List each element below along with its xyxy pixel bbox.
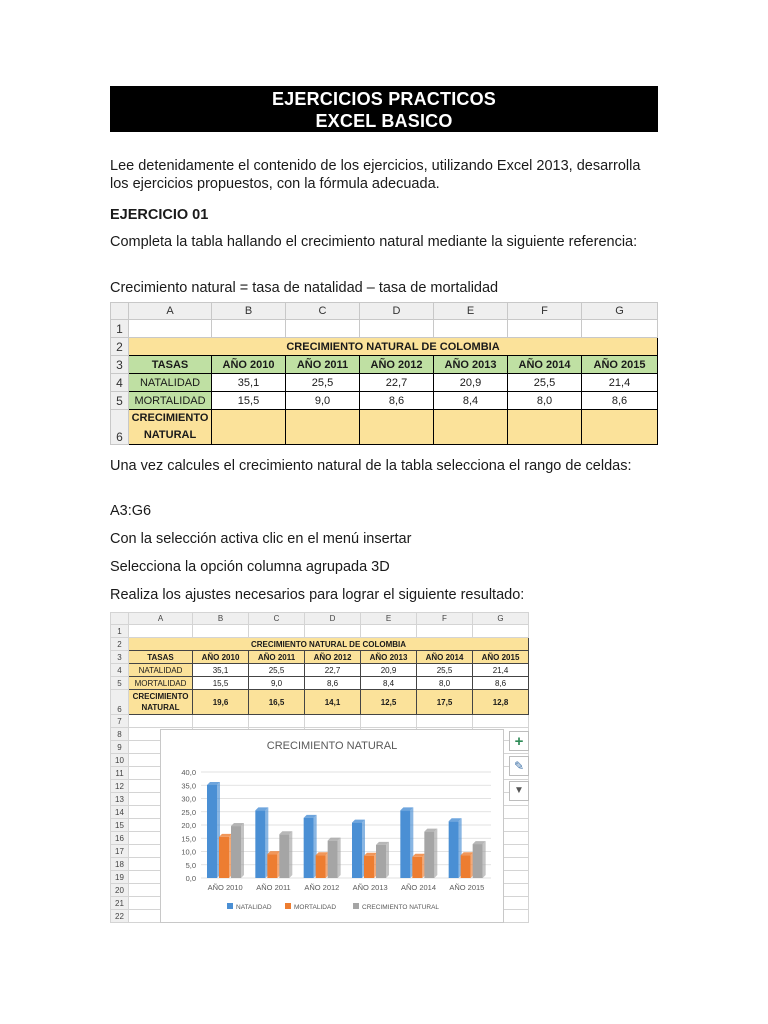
y-tick-label: 20,0 (181, 821, 196, 830)
y-tick-label: 40,0 (181, 768, 196, 777)
cell (417, 715, 473, 728)
natalidad-label: NATALIDAD (129, 374, 212, 392)
chart-bar (412, 857, 422, 878)
table-row (111, 715, 529, 728)
row-header: 19 (111, 871, 129, 884)
result-cell: 12,8 (473, 690, 529, 715)
value-cell: 20,9 (361, 664, 417, 677)
x-tick-label: AÑO 2013 (352, 883, 388, 892)
filter-icon: ▼ (514, 785, 524, 796)
table-row (111, 638, 529, 651)
value-cell: 22,7 (305, 664, 361, 677)
value-cell: 35,1 (193, 664, 249, 677)
y-tick-label: 25,0 (181, 807, 196, 817)
cell (473, 625, 529, 638)
empty-result-cell (508, 410, 582, 445)
title-line-1: EJERCICIOS PRACTICOS (271, 89, 497, 109)
row-header: 14 (111, 806, 129, 819)
x-tick-label: AÑO 2010 (207, 883, 243, 892)
header-cell: AÑO 2010 (212, 356, 286, 374)
value-cell: 8,0 (508, 392, 582, 410)
chart-bar (424, 832, 434, 878)
row-header: 4 (111, 664, 129, 677)
column-header: E (434, 303, 508, 320)
bar-side (241, 823, 244, 878)
empty-result-cell (212, 410, 286, 445)
value-cell: 25,5 (508, 374, 582, 392)
cell (193, 715, 249, 728)
row-header: 5 (111, 677, 129, 690)
column-header-row (111, 613, 529, 625)
row-header: 10 (111, 754, 129, 767)
row-header: 6 (111, 410, 129, 445)
table-row (111, 392, 658, 410)
column-header: A (129, 613, 193, 625)
step-3: Realiza los ajustes necesarios para lograr el siguiente resultado: (110, 587, 525, 603)
chart-bar (231, 826, 241, 878)
bar-side (483, 841, 486, 878)
legend-swatch (227, 903, 233, 909)
value-cell: 15,5 (212, 392, 286, 410)
chart-bar (255, 810, 265, 878)
empty-result-cell (582, 410, 658, 445)
value-cell: 21,4 (582, 374, 658, 392)
row-header: 1 (111, 625, 129, 638)
table-row (111, 651, 529, 664)
chart-bar (473, 844, 483, 878)
spreadsheet-1 (110, 302, 658, 445)
cell (417, 625, 473, 638)
chart-styles-button[interactable] (509, 756, 529, 776)
y-tick-label: 30,0 (181, 794, 196, 804)
row-header: 3 (111, 356, 129, 374)
table-row (111, 338, 658, 356)
chart-bar (304, 818, 314, 878)
result-cell: 16,5 (249, 690, 305, 715)
cell (361, 625, 417, 638)
column-header: G (473, 613, 529, 625)
row-header: 13 (111, 793, 129, 806)
table-title-cell: CRECIMIENTO NATURAL DE COLOMBIA (129, 338, 658, 356)
legend-label: NATALIDAD (236, 904, 272, 911)
result-cell: 19,6 (193, 690, 249, 715)
chart-bar (316, 855, 326, 878)
range-text: A3:G6 (110, 503, 152, 519)
crecimiento-label: CRECIMIENTO NATURAL (129, 410, 212, 445)
bar-chart (161, 730, 503, 922)
column-header: D (305, 613, 361, 625)
value-cell: 20,9 (434, 374, 508, 392)
empty-result-cell (286, 410, 360, 445)
bar-side (386, 842, 389, 878)
header-cell: AÑO 2014 (508, 356, 582, 374)
row-header: 7 (111, 715, 129, 728)
cell (129, 320, 212, 338)
cell (305, 715, 361, 728)
header-cell: AÑO 2010 (193, 651, 249, 664)
cell (508, 320, 582, 338)
chart-bar (207, 785, 217, 878)
header-cell: AÑO 2012 (305, 651, 361, 664)
cell (212, 320, 286, 338)
row-header: 16 (111, 832, 129, 845)
column-header: E (361, 613, 417, 625)
chart-title: CRECIMIENTO NATURAL (266, 740, 398, 752)
header-cell: AÑO 2012 (360, 356, 434, 374)
x-tick-label: AÑO 2015 (449, 883, 485, 892)
formula-text: Crecimiento natural = tasa de natalidad – tasa de mortalidad (110, 280, 499, 296)
plus-icon: + (514, 732, 524, 750)
exercise-title: EJERCICIO 01 (110, 207, 209, 223)
table-row (111, 690, 529, 715)
value-cell: 15,5 (193, 677, 249, 690)
value-cell: 8,6 (305, 677, 361, 690)
bar-side (434, 829, 437, 878)
header-cell: AÑO 2013 (361, 651, 417, 664)
x-tick-label: AÑO 2012 (304, 883, 340, 892)
legend-label: CRECIMIENTO NATURAL (362, 904, 440, 911)
table-row (111, 410, 658, 445)
header-cell: AÑO 2011 (249, 651, 305, 664)
value-cell: 35,1 (212, 374, 286, 392)
row-header: 2 (111, 638, 129, 651)
table-row (111, 374, 658, 392)
y-tick-label: 15,0 (181, 834, 196, 844)
column-header: C (249, 613, 305, 625)
natalidad-label: NATALIDAD (129, 664, 193, 677)
row-header: 3 (111, 651, 129, 664)
row-header: 9 (111, 741, 129, 754)
chart-bar (364, 856, 374, 878)
value-cell: 8,6 (473, 677, 529, 690)
column-header-row (111, 303, 658, 320)
row-header: 17 (111, 845, 129, 858)
chart-bar (219, 837, 229, 878)
header-cell: AÑO 2014 (417, 651, 473, 664)
value-cell: 21,4 (473, 664, 529, 677)
value-cell: 9,0 (286, 392, 360, 410)
table-title-cell: CRECIMIENTO NATURAL DE COLOMBIA (129, 638, 529, 651)
header-cell: AÑO 2011 (286, 356, 360, 374)
row-header: 12 (111, 780, 129, 793)
document-title (110, 86, 658, 132)
value-cell: 8,6 (582, 392, 658, 410)
brush-icon: ✎ (513, 759, 525, 773)
intro-text: Lee detenidamente el contenido de los ejercicios, utilizando Excel 2013, desarrolla los ejercicios propuestos, con la fórmula adecuada. (110, 158, 641, 192)
cell (249, 715, 305, 728)
cell (582, 320, 658, 338)
y-tick-label: 35,0 (181, 781, 196, 791)
table-row (111, 356, 658, 374)
row-header: 11 (111, 767, 129, 780)
header-cell: AÑO 2015 (473, 651, 529, 664)
empty-result-cell (360, 410, 434, 445)
bar-side (338, 838, 341, 878)
cell (129, 715, 193, 728)
cell (434, 320, 508, 338)
table-row (111, 664, 529, 677)
column-header: G (582, 303, 658, 320)
bar-side (289, 831, 292, 878)
chart-bar (328, 841, 338, 878)
chart-bar (352, 823, 362, 878)
legend-label: MORTALIDAD (294, 904, 337, 911)
crecimiento-label: CRECIMIENTO NATURAL (129, 690, 193, 715)
cell (473, 715, 529, 728)
cell (249, 625, 305, 638)
chart-bar (376, 845, 386, 878)
row-header: 5 (111, 392, 129, 410)
table-row (111, 677, 529, 690)
value-cell: 25,5 (417, 664, 473, 677)
header-cell: AÑO 2013 (434, 356, 508, 374)
value-cell: 8,0 (417, 677, 473, 690)
step-1: Con la selección activa clic en el menú insertar (110, 531, 412, 547)
chart-elements-button[interactable] (509, 731, 529, 751)
cell (305, 625, 361, 638)
value-cell: 25,5 (249, 664, 305, 677)
row-header: 21 (111, 897, 129, 910)
x-tick-label: AÑO 2011 (256, 883, 291, 892)
title-line-2: EXCEL BASICO (315, 111, 453, 131)
corner-cell (111, 303, 129, 320)
mortalidad-label: MORTALIDAD (129, 677, 193, 690)
column-header: A (129, 303, 212, 320)
cell (286, 320, 360, 338)
chart-bar (279, 834, 289, 878)
cell (361, 715, 417, 728)
column-header: F (508, 303, 582, 320)
column-header: D (360, 303, 434, 320)
cell (129, 625, 193, 638)
row-header: 15 (111, 819, 129, 832)
chart-bar (267, 854, 277, 878)
result-cell: 17,5 (417, 690, 473, 715)
instruction-1: Completa la tabla hallando el crecimiento natural mediante la siguiente referencia: (110, 234, 638, 250)
row-header: 4 (111, 374, 129, 392)
table-row (111, 625, 529, 638)
header-cell: AÑO 2015 (582, 356, 658, 374)
value-cell: 22,7 (360, 374, 434, 392)
x-tick-label: AÑO 2014 (400, 883, 437, 892)
row-header: 2 (111, 338, 129, 356)
value-cell: 8,4 (434, 392, 508, 410)
corner-cell (111, 613, 129, 625)
instruction-2: Una vez calcules el crecimiento natural de la tabla selecciona el rango de celdas: (110, 458, 632, 474)
row-header: 6 (111, 690, 129, 715)
header-cell: TASAS (129, 651, 193, 664)
header-cell: TASAS (129, 356, 212, 374)
result-cell: 14,1 (305, 690, 361, 715)
y-tick-label: 10,0 (181, 847, 196, 857)
chart-bar (449, 821, 459, 878)
step-2: Selecciona la opción columna agrupada 3D (110, 559, 390, 575)
value-cell: 9,0 (249, 677, 305, 690)
column-header: F (417, 613, 473, 625)
table-row (111, 320, 658, 338)
chart-container[interactable] (160, 729, 504, 923)
cell (193, 625, 249, 638)
row-header: 22 (111, 910, 129, 923)
y-tick-label: 0,0 (185, 874, 196, 883)
column-header: C (286, 303, 360, 320)
chart-filters-button[interactable] (509, 781, 529, 801)
cell (360, 320, 434, 338)
mortalidad-label: MORTALIDAD (129, 392, 212, 410)
row-header: 18 (111, 858, 129, 871)
row-header: 8 (111, 728, 129, 741)
legend-swatch (285, 903, 291, 909)
empty-result-cell (434, 410, 508, 445)
value-cell: 8,6 (360, 392, 434, 410)
chart-bar (461, 855, 471, 878)
column-header: B (193, 613, 249, 625)
column-header: B (212, 303, 286, 320)
value-cell: 8,4 (361, 677, 417, 690)
value-cell: 25,5 (286, 374, 360, 392)
y-tick-label: 5,0 (185, 860, 196, 870)
result-cell: 12,5 (361, 690, 417, 715)
chart-bar (400, 810, 410, 878)
row-header: 20 (111, 884, 129, 897)
legend-swatch (353, 903, 359, 909)
row-header: 1 (111, 320, 129, 338)
